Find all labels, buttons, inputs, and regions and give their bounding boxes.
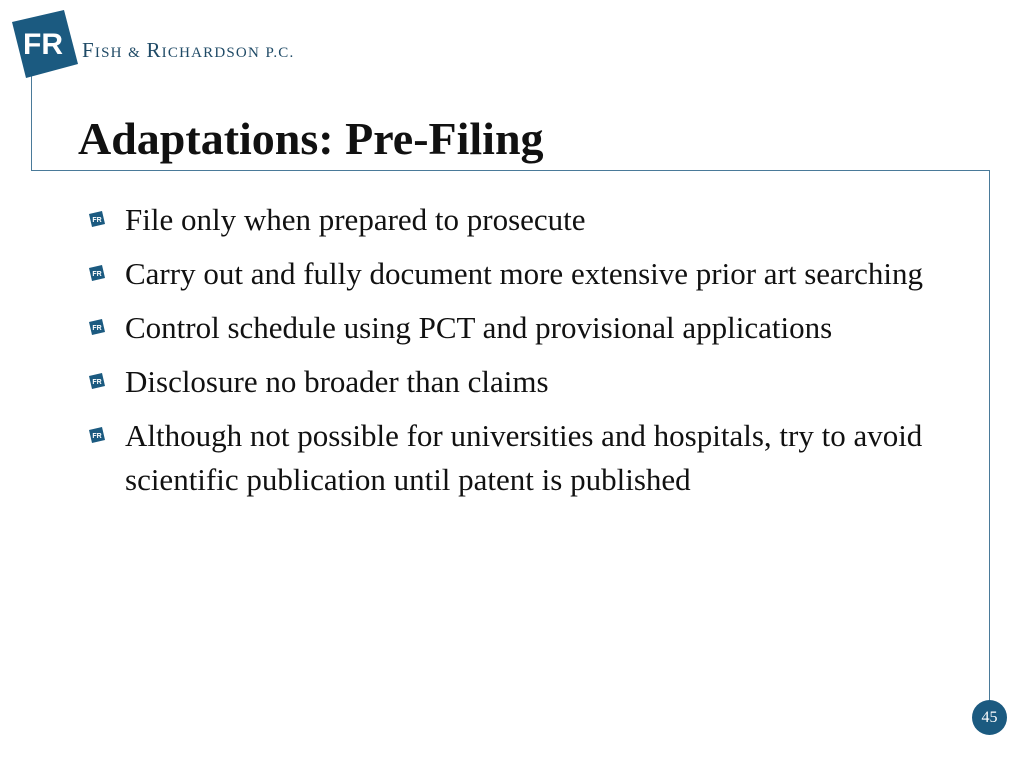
fr-logo-bullet-icon — [88, 372, 106, 390]
svg-text:FR: FR — [92, 271, 102, 278]
slide-title: Adaptations: Pre-Filing — [78, 113, 544, 164]
frame-line-right — [989, 170, 990, 715]
brand-ampersand: & — [128, 45, 141, 61]
bullet-item — [88, 360, 968, 404]
bullet-item — [88, 252, 968, 296]
svg-text:FR: FR — [92, 325, 102, 332]
bullet-item — [88, 306, 968, 350]
svg-text:FR: FR — [92, 379, 102, 386]
brand-rest-2: ICHARDSON — [161, 45, 260, 61]
bullet-list — [88, 198, 968, 512]
svg-text:FR: FR — [92, 217, 102, 224]
svg-text:FR: FR — [92, 433, 102, 440]
brand-name — [82, 38, 294, 63]
brand-suffix: P.C. — [265, 45, 295, 61]
fr-logo-bullet-icon — [88, 426, 106, 444]
bullet-text: Carry out and fully document more extensive prior art searching — [125, 256, 923, 291]
fr-logo-bullet-icon — [88, 210, 106, 228]
bullet-text: Although not possible for universities and hospitals, try to avoid scientific publication until patent is published — [125, 418, 923, 497]
fish-richardson-logo-icon — [8, 8, 80, 80]
brand-rest-1: ISH — [94, 45, 123, 61]
fr-logo-bullet-icon — [88, 318, 106, 336]
bullet-text: Control schedule using PCT and provisional applications — [125, 310, 833, 345]
logo-text: FR — [23, 28, 63, 61]
brand-initial-2: R — [146, 38, 162, 62]
bullet-item — [88, 198, 968, 242]
brand-initial-1: F — [82, 38, 95, 62]
frame-line-left — [31, 70, 32, 170]
bullet-text: Disclosure no broader than claims — [125, 364, 549, 399]
page-number-badge: 45 — [972, 700, 1007, 735]
bullet-item — [88, 414, 968, 502]
bullet-text: File only when prepared to prosecute — [125, 202, 586, 237]
frame-line-top — [31, 170, 990, 171]
fr-logo-bullet-icon — [88, 264, 106, 282]
